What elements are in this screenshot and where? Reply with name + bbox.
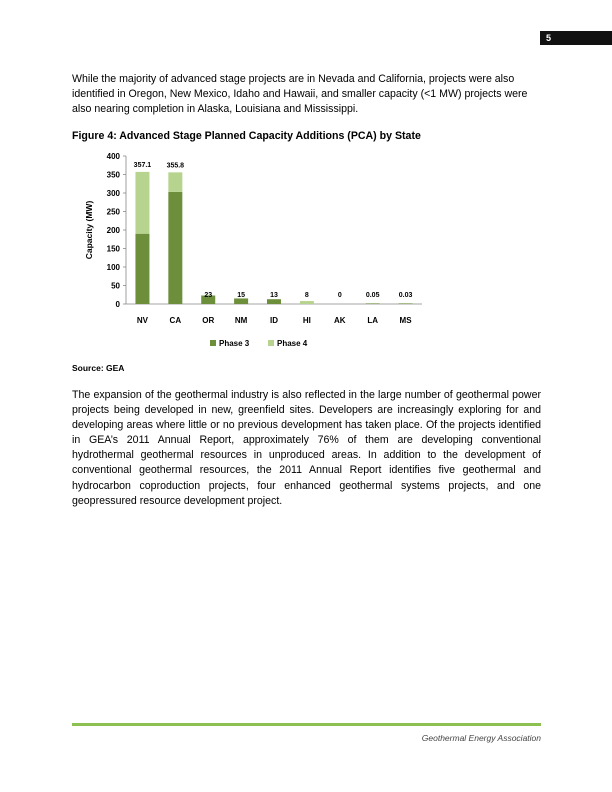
data-label: 8 [304,291,309,299]
data-label: 0.03 [398,291,413,299]
x-tick-label: HI [302,316,311,325]
legend-swatch [210,340,216,346]
bar-phase-3 [234,298,248,304]
y-axis-label: Capacity (MW) [84,200,94,260]
capacity-chart [72,148,432,358]
x-tick-label: CA [169,316,182,325]
legend-label: Phase 3 [219,339,250,348]
y-tick-label: 200 [106,226,120,235]
data-label: 23 [204,291,213,299]
x-tick-label: MS [399,316,412,325]
bar-phase-3 [168,192,182,304]
x-tick-label: NV [136,316,149,325]
page-number: 5 [540,31,612,45]
data-label: 0.05 [365,291,380,299]
bar-phase-3 [399,303,413,304]
y-tick-label: 50 [111,281,120,291]
data-label: 357.1 [133,161,152,169]
x-tick-label: LA [367,316,379,325]
figure-caption: Figure 4: Advanced Stage Planned Capacity Additions (PCA) by State [72,130,421,142]
bar-phase-4 [168,172,182,192]
bar-phase-3 [135,234,149,304]
y-tick-label: 400 [106,152,120,161]
y-tick-label: 250 [106,207,120,217]
data-label: 13 [270,291,278,299]
y-tick-label: 100 [106,263,120,272]
data-label: 355.8 [166,162,185,170]
legend-swatch [268,340,274,346]
x-tick-label: ID [270,316,278,325]
y-tick-label: 0 [115,300,120,309]
x-tick-label: AK [333,316,346,325]
y-tick-label: 150 [106,244,120,254]
footer-rule [72,723,541,726]
y-tick-label: 300 [106,189,120,198]
bar-phase-4 [135,172,149,234]
intro-paragraph: While the majority of advanced stage projects are in Nevada and California, projects were also identified in Oregon, New Mexico, Idaho and Hawaii, and smaller capacity (<1 MW) projects were also nearing completion in Alaska, Louisiana and Mississippi. [72,73,528,115]
bar-phase-3 [267,299,281,304]
bar-phase-4 [300,301,314,304]
bar-phase-3 [366,303,380,304]
footer-text: Geothermal Energy Association [421,733,541,743]
y-tick-label: 350 [106,170,120,180]
x-tick-label: NM [234,316,248,325]
source-note: Source: GEA [72,363,125,373]
legend-label: Phase 4 [277,339,308,348]
data-label: 0 [337,291,342,299]
data-label: 15 [237,291,246,299]
x-tick-label: OR [202,316,215,325]
expansion-paragraph: The expansion of the geothermal industry is also reflected in the large number of geothermal power projects being developed in new, greenfield sites. Developers are increasingly exploring for and developing areas where little or no previous development has taken place. Of the projects identified in GEA’s 2011 Annual Report, approximately 76% of them are developing conventional hydrothermal geothermal resources in unproduced areas. In addition to the development of conventional geothermal resources, the 2011 Annual Report identifies five geothermal and hydrocarbon coproduction projects, four enhanced geothermal systems projects, and one geopressured resource development project. [72,389,541,507]
